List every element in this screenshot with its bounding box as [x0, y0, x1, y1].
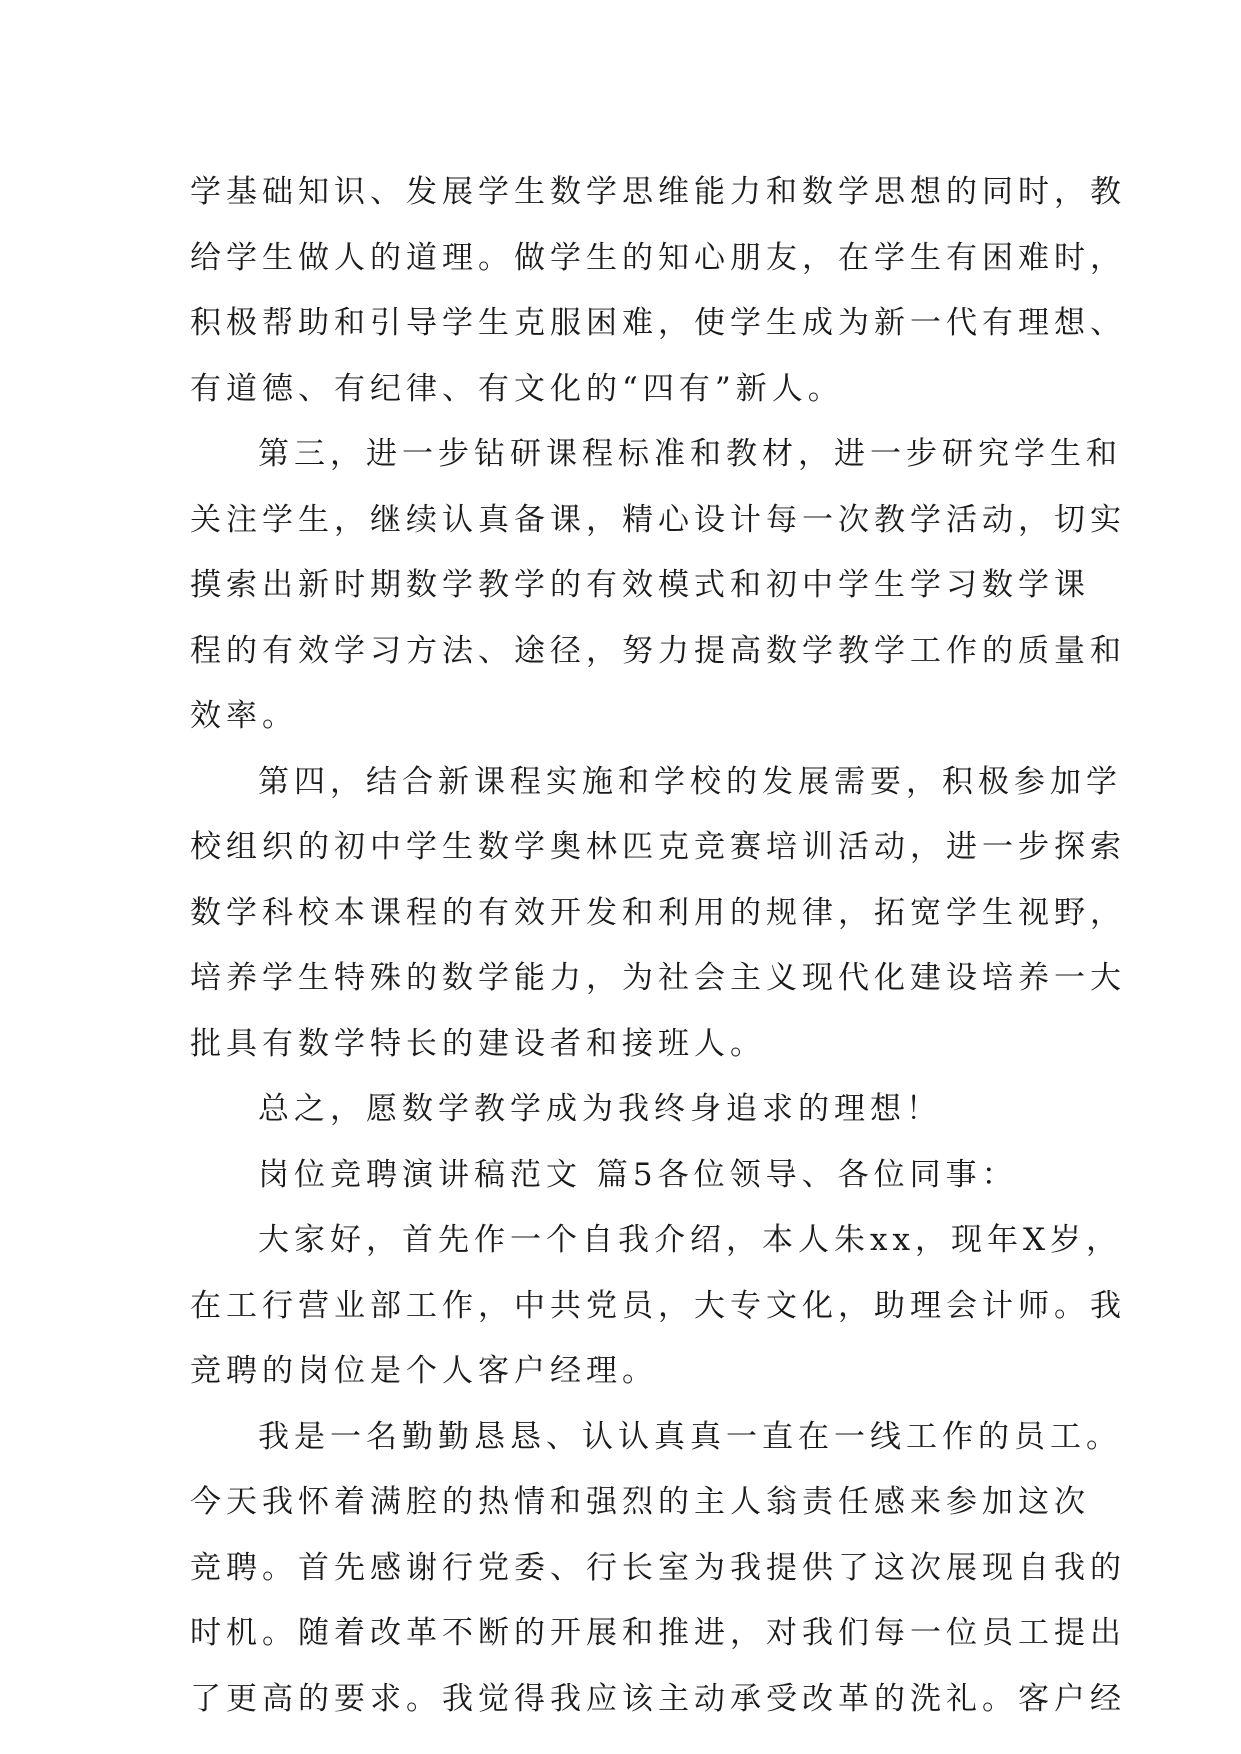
- text-line: 学基础知识、发展学生数学思维能力和数学思想的同时，教: [190, 174, 1126, 210]
- section-heading-line: 岗位竞聘演讲稿范文 篇5各位领导、各位同事：: [258, 1156, 1018, 1193]
- text-line: 了更高的要求。我觉得我应该主动承受改革的洗礼。客户经: [190, 1680, 1126, 1717]
- text-line: 今天我怀着满腔的热情和强烈的主人翁责任感来参加这次: [190, 1484, 1090, 1520]
- paragraph-start-line: 我是一名勤勤恳恳、认认真真一直在一线工作的员工。: [258, 1418, 1122, 1455]
- text-line: 摸索出新时期数学教学的有效模式和初中学生学习数学课: [190, 567, 1090, 603]
- text-line: 竞聘。首先感谢行党委、行长室为我提供了这次展现自我的: [190, 1549, 1126, 1586]
- paragraph-start-line: 第四，结合新课程实施和学校的发展需要，积极参加学: [258, 763, 1122, 800]
- paragraph-start-line: 总之，愿数学教学成为我终身追求的理想！: [258, 1091, 942, 1127]
- text-line: 数学科校本课程的有效开发和利用的规律，拓宽学生视野，: [190, 894, 1126, 931]
- text-line: 程的有效学习方法、途径，努力提高数学教学工作的质量和: [190, 632, 1126, 669]
- text-line: 积极帮助和引导学生克服困难，使学生成为新一代有理想、: [190, 305, 1126, 341]
- text-line: 竞聘的岗位是个人客户经理。: [190, 1353, 658, 1389]
- text-line: 校组织的初中学生数学奥林匹克竞赛培训活动，进一步探索: [190, 829, 1126, 865]
- text-line: 时机。随着改革不断的开展和推进，对我们每一位员工提出: [190, 1615, 1126, 1651]
- text-line: 培养学生特殊的数学能力，为社会主义现代化建设培养一大: [190, 960, 1126, 996]
- text-line: 关注学生，继续认真备课，精心设计每一次教学活动，切实: [190, 501, 1126, 538]
- text-line: 效率。: [190, 698, 298, 734]
- text-line: 批具有数学特长的建设者和接班人。: [190, 1025, 766, 1062]
- text-line: 有道德、有纪律、有文化的“四有”新人。: [190, 370, 844, 407]
- paragraph-start-line: 第三，进一步钻研课程标准和教材，进一步研究学生和: [258, 436, 1122, 472]
- text-line: 在工行营业部工作，中共党员，大专文化，助理会计师。我: [190, 1287, 1126, 1324]
- paragraph-start-line: 大家好，首先作一个自我介绍，本人朱xx，现年X岁，: [258, 1222, 1123, 1258]
- document-body: [190, 160, 1126, 1732]
- text-line: 给学生做人的道理。做学生的知心朋友，在学生有困难时，: [190, 239, 1126, 276]
